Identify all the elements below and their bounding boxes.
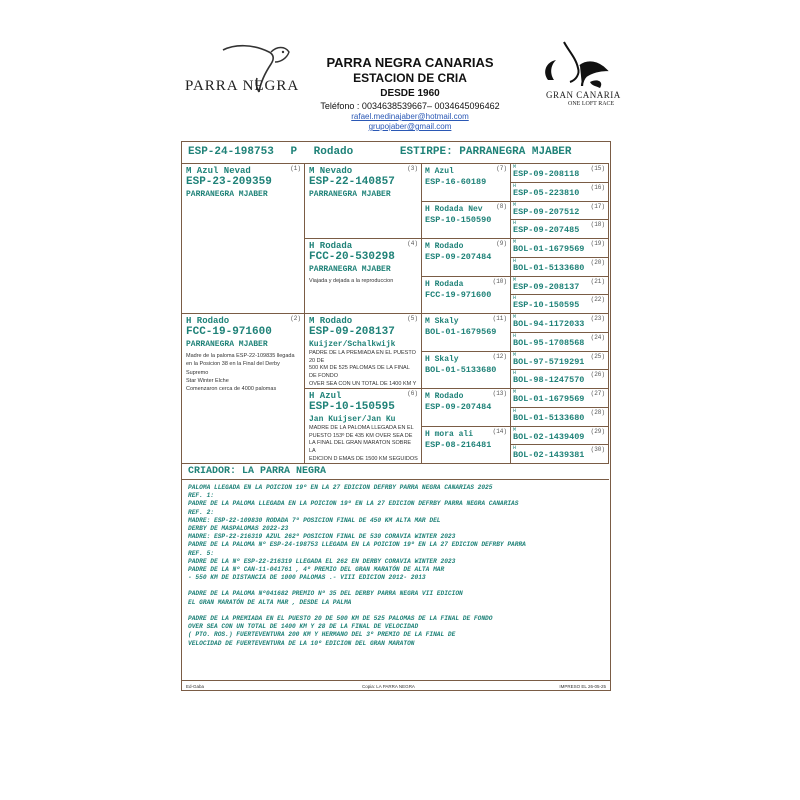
note-line: DERBY DE MASPALOMAS 2022-23 <box>188 524 289 532</box>
ancestor-box <box>422 202 511 240</box>
box-ring: BOL-01-5133680 <box>513 262 585 273</box>
note-line <box>188 582 609 590</box>
header-phones: Teléfono : 0034638539667– 0034645096462 <box>320 101 500 111</box>
box-name: H Skaly <box>425 354 459 364</box>
box-ring: ESP-09-207484 <box>425 402 492 412</box>
dam-box <box>182 314 305 464</box>
header-subtitle: ESTACION DE CRIA <box>353 71 467 85</box>
box-name: H Rodada Nev <box>425 204 483 214</box>
note-line: PADRE DE LA PREMIADA EN EL PUESTO 20 DE 500 KM DE 525 PALOMAS DE LA FINAL DE FONDO <box>188 615 493 622</box>
ancestor-box <box>511 370 609 389</box>
pedigree-title-bar <box>182 142 609 164</box>
granddam-paternal-box <box>305 239 422 314</box>
note-line: OVER SEA CON UN TOTAL DE 1400 KM Y 28 DE LA FINAL DE VELOCIDAD <box>188 623 419 631</box>
box-ring: FCC-19-971600 <box>425 289 492 300</box>
box-note <box>305 349 421 389</box>
box-note-line: MADRE DE LA PALOMA LLEGADA EN EL <box>309 425 414 431</box>
sire-box <box>182 164 305 314</box>
box-sex: H <box>513 182 517 189</box>
box-ring: FCC-20-530298 <box>309 251 395 263</box>
box-note-line: OVER SEA CON UN TOTAL DE 1400 KM Y <box>309 380 417 387</box>
box-name: H Rodada <box>309 241 353 251</box>
note-line <box>188 607 609 615</box>
box-num: (20) <box>590 258 605 266</box>
box-ring: BOL-02-1439381 <box>513 450 585 461</box>
dam-ring: FCC-19-971600 <box>186 326 272 338</box>
grandsire-paternal-box <box>305 164 422 239</box>
gran-canaria-logo <box>528 40 628 115</box>
box-ring: BOL-94-1172033 <box>513 319 585 329</box>
ancestor-box <box>511 258 609 277</box>
box-note-line: PUESTO 153º DE 435 KM OVER SEA DE <box>309 432 413 439</box>
header-email-link[interactable]: rafael.medinajaber@hotmail.com <box>351 112 469 121</box>
box-sex: H <box>513 220 517 227</box>
box-ring: ESP-10-150590 <box>425 214 492 225</box>
box-num: (17) <box>590 202 605 210</box>
letterhead <box>0 0 800 140</box>
note-line: PALOMA LLEGADA EN LA POICION 19º EN LA 27 EDICION DEFRBY PARRA NEGRA CANARIAS 2025 <box>188 484 493 491</box>
box-sex: M <box>513 164 517 170</box>
footer-left: Ed-Gaba <box>186 684 205 689</box>
sire-name: M Azul Nevad <box>186 166 251 176</box>
box-num: (8) <box>496 202 507 210</box>
note-line: EL GRAN MARATÓN DE ALTA MAR , DESDE LA PALMA <box>188 598 352 606</box>
ancestor-box <box>511 295 609 314</box>
box-name: M Rodado <box>309 316 353 326</box>
subject-ring: ESP-24-198753 <box>188 146 274 158</box>
note-line: ( PTO. ROS.) FUERTEVENTURA 200 KM Y HERMANO DEL 3º PREMIO DE LA FINAL DE <box>188 631 456 639</box>
box-ring: BOL-01-5133680 <box>425 364 497 375</box>
box-ring: ESP-09-208137 <box>309 326 395 338</box>
note-line: PADRE DE LA PALOMA LLEGADA EN LA POICION 19º EN LA 27 EDICION DEFRBY PARRA NEGRA CANARIAS <box>188 500 519 508</box>
box-num: (14) <box>492 427 507 435</box>
box-sex: H <box>513 295 517 302</box>
box-ring: BOL-01-1679569 <box>513 244 585 254</box>
ancestor-box <box>422 314 511 352</box>
ancestor-box <box>422 239 511 277</box>
sire-ring: ESP-23-209359 <box>186 176 272 188</box>
note-line: PADRE DE LA PALOMA Nº041682 PREMIO Nº 35 DEL DERBY PARRA NEGRA VII EDICION <box>188 590 463 598</box>
sire-num: (1) <box>290 165 301 172</box>
box-breeder: Kuijzer/Schalkwijk <box>309 340 396 349</box>
note-line: - 550 KM DE DISTANCIA DE 1000 PALOMAS .- VIII EDICION 2012- 2013 <box>188 574 426 582</box>
note-line: REF. 2: <box>188 508 214 516</box>
logo-left-text: PARRA NEGRA <box>185 78 300 94</box>
logo-right-text: GRAN CANARIA <box>546 90 621 100</box>
box-num: (23) <box>590 315 605 322</box>
box-sex: M <box>513 239 517 245</box>
box-num: (26) <box>590 371 605 379</box>
box-ring: ESP-09-207484 <box>425 252 492 262</box>
subject-color: Rodado <box>313 146 354 158</box>
box-num: (10) <box>492 277 507 285</box>
pedigree-card <box>181 141 611 691</box>
footer-copy: Copia: LA PARRA NEGRA <box>362 684 415 689</box>
ancestor-box <box>511 445 609 464</box>
gran-canaria-bird-icon <box>528 40 628 90</box>
ancestor-box <box>422 277 511 315</box>
box-ring: BOL-01-5133680 <box>513 412 585 423</box>
box-num: (30) <box>590 446 605 454</box>
note-line: VELOCIDAD DE FUERTEVENTURA DE LA 10º EDICION DEL GRAN MARATON <box>188 639 415 647</box>
ancestor-box <box>511 333 609 352</box>
subject-sex: P <box>290 146 298 158</box>
box-name: M Nevado <box>309 166 353 176</box>
box-num: (6) <box>407 390 418 397</box>
note-line: MADRE: ESP-22-216319 AZUL 262º POSICION FINAL DE 530 CORAVIA WINTER 2023 <box>188 533 456 541</box>
box-num: (3) <box>407 165 418 172</box>
box-ring: ESP-22-140857 <box>309 176 395 188</box>
box-num: (21) <box>590 277 605 285</box>
header-since: DESDE 1960 <box>380 88 440 99</box>
box-sex: H <box>513 370 517 377</box>
box-ring: ESP-08-216481 <box>425 439 492 450</box>
ancestor-box <box>422 352 511 390</box>
box-ring: ESP-05-223810 <box>513 187 580 198</box>
ancestor-box <box>422 427 511 465</box>
ancestor-box <box>511 164 609 183</box>
box-sex: H <box>513 407 517 414</box>
box-ring: BOL-01-1679569 <box>513 394 585 404</box>
ancestor-box <box>511 314 609 333</box>
note-line: PADRE DE LA Nº CAN-11-041761 , 4º PREMIO DEL GRAN MARATÓN DE ALTA MAR <box>188 565 445 573</box>
box-sex: M <box>513 314 517 320</box>
box-name: M Skaly <box>425 317 459 326</box>
box-breeder: PARRANEGRA MJABER <box>309 265 391 274</box>
ancestor-box <box>511 239 609 258</box>
box-note-line: 500 KM DE 525 PALOMAS DE LA FINAL DE FONDO <box>309 365 410 380</box>
box-name: H mora ali <box>425 429 474 439</box>
ancestor-box <box>511 427 609 446</box>
box-num: (27) <box>590 390 605 397</box>
footer <box>182 680 610 690</box>
box-num: (13) <box>492 390 507 397</box>
box-num: (22) <box>590 296 605 304</box>
ancestor-box <box>422 389 511 427</box>
box-num: (25) <box>590 352 605 360</box>
box-sex: M <box>513 389 517 395</box>
note-line: REF. 1: <box>188 492 214 500</box>
dam-breeder: PARRANEGRA MJABER <box>186 340 268 349</box>
box-num: (4) <box>407 240 418 247</box>
ancestor-box <box>511 202 609 221</box>
box-ring: ESP-16-60189 <box>425 177 487 187</box>
dam-num: (2) <box>290 315 301 322</box>
ancestor-box <box>422 164 511 202</box>
box-ring: BOL-01-1679569 <box>425 327 497 337</box>
box-ring: ESP-09-207512 <box>513 206 580 217</box>
box-num: (15) <box>590 165 605 172</box>
box-num: (7) <box>496 165 507 172</box>
breeder-line: CRIADOR: LA PARRA NEGRA <box>182 464 609 480</box>
ancestor-box <box>511 220 609 239</box>
subject-strain: ESTIRPE: PARRANEGRA MJABER <box>399 146 572 158</box>
box-ring: ESP-09-208137 <box>513 281 580 292</box>
box-ring: BOL-02-1439409 <box>513 431 585 442</box>
dam-name: H Rodado <box>186 316 230 326</box>
sire-breeder: PARRANEGRA MJABER <box>186 190 268 199</box>
box-breeder: PARRANEGRA MJABER <box>309 190 391 199</box>
box-sex: H <box>513 332 517 339</box>
box-num: (9) <box>496 240 507 247</box>
note-line: MADRE: ESP-22-109830 RODADA 7º POSICION FINAL DE 450 KM ALTA MAR DEL <box>188 516 441 524</box>
footer-printed: IMPRESO EL 26-05-25 <box>559 684 606 689</box>
box-sex: M <box>513 276 517 283</box>
box-note-line: EDICION D EMAS DE 1500 KM SEGUIDOS <box>309 455 418 462</box>
box-name: H Azul <box>309 391 342 401</box>
ancestor-box <box>511 352 609 371</box>
ancestor-box <box>511 408 609 427</box>
box-name: M Azul <box>425 167 454 176</box>
box-ring: BOL-98-1247570 <box>513 375 585 386</box>
box-sex: M <box>513 351 517 358</box>
box-name: M Rodado <box>425 392 464 401</box>
box-note <box>305 424 421 464</box>
box-num: (5) <box>407 315 418 322</box>
box-note-line: LA FINAL DEL GRAN MARATON SOBRE LA <box>309 440 412 455</box>
ancestor-box <box>511 389 609 408</box>
box-name: H Rodada <box>425 279 464 289</box>
note-line: PADRE DE LA PALOMA Nº ESP-24-198753 LLEGADA EN LA POICION 19º EN LA 27 EDICION DEFRBY PARRA <box>188 541 526 549</box>
ancestor-box <box>511 183 609 202</box>
box-note-line: PADRE DE LA PREMIADA EN EL PUESTO 20 DE <box>309 350 416 364</box>
box-sex: M <box>513 426 517 433</box>
box-sex: H <box>513 445 517 452</box>
logo-right-subtext: ONE LOFT RACE <box>568 101 615 107</box>
box-name: M Rodado <box>425 242 464 251</box>
box-ring: ESP-10-150595 <box>309 401 395 413</box>
box-num: (11) <box>492 315 507 322</box>
box-sex: M <box>513 201 517 208</box>
dam-note-line: Comenzaron cerca de 4000 palomas <box>186 386 277 392</box>
box-ring: ESP-09-207485 <box>513 225 580 236</box>
dam-note <box>182 349 304 393</box>
box-ring: BOL-97-5719291 <box>513 356 585 367</box>
box-num: (19) <box>590 240 605 247</box>
box-breeder: Jan Kuijser/Jan Ku <box>309 415 396 424</box>
note-line: REF. 5: <box>188 549 214 557</box>
box-num: (18) <box>590 221 605 229</box>
box-num: (24) <box>590 333 605 341</box>
box-sex: H <box>513 257 517 264</box>
box-num: (16) <box>590 183 605 191</box>
granddam-maternal-box <box>305 389 422 464</box>
note-line: PADRE DE LA Nº ESP-22-216319 LLEGADA EL 262 EN DERBY CORAVIA WINTER 2023 <box>188 557 456 565</box>
box-num: (28) <box>590 408 605 416</box>
box-ring: ESP-09-208118 <box>513 169 580 179</box>
box-ring: BOL-95-1708568 <box>513 337 585 348</box>
header-email-link-2[interactable]: grupojaber@gmail.com <box>368 122 452 131</box>
dam-note-line: Star Winter Elche <box>186 377 229 384</box>
header-title: PARRA NEGRA CANARIAS <box>326 55 494 70</box>
box-num: (29) <box>590 427 605 435</box>
ancestor-box <box>511 277 609 296</box>
box-ring: ESP-10-150595 <box>513 300 580 311</box>
box-num: (12) <box>492 352 507 360</box>
notes-block <box>188 484 609 648</box>
grandsire-maternal-box <box>305 314 422 389</box>
box-note: Viajada y dejada a la reproduccion <box>309 278 394 284</box>
dam-note-line: Madre de la paloma ESP-22-109835 llegada en la Posicion 38 en la Final del Derby Supremo <box>186 353 295 376</box>
